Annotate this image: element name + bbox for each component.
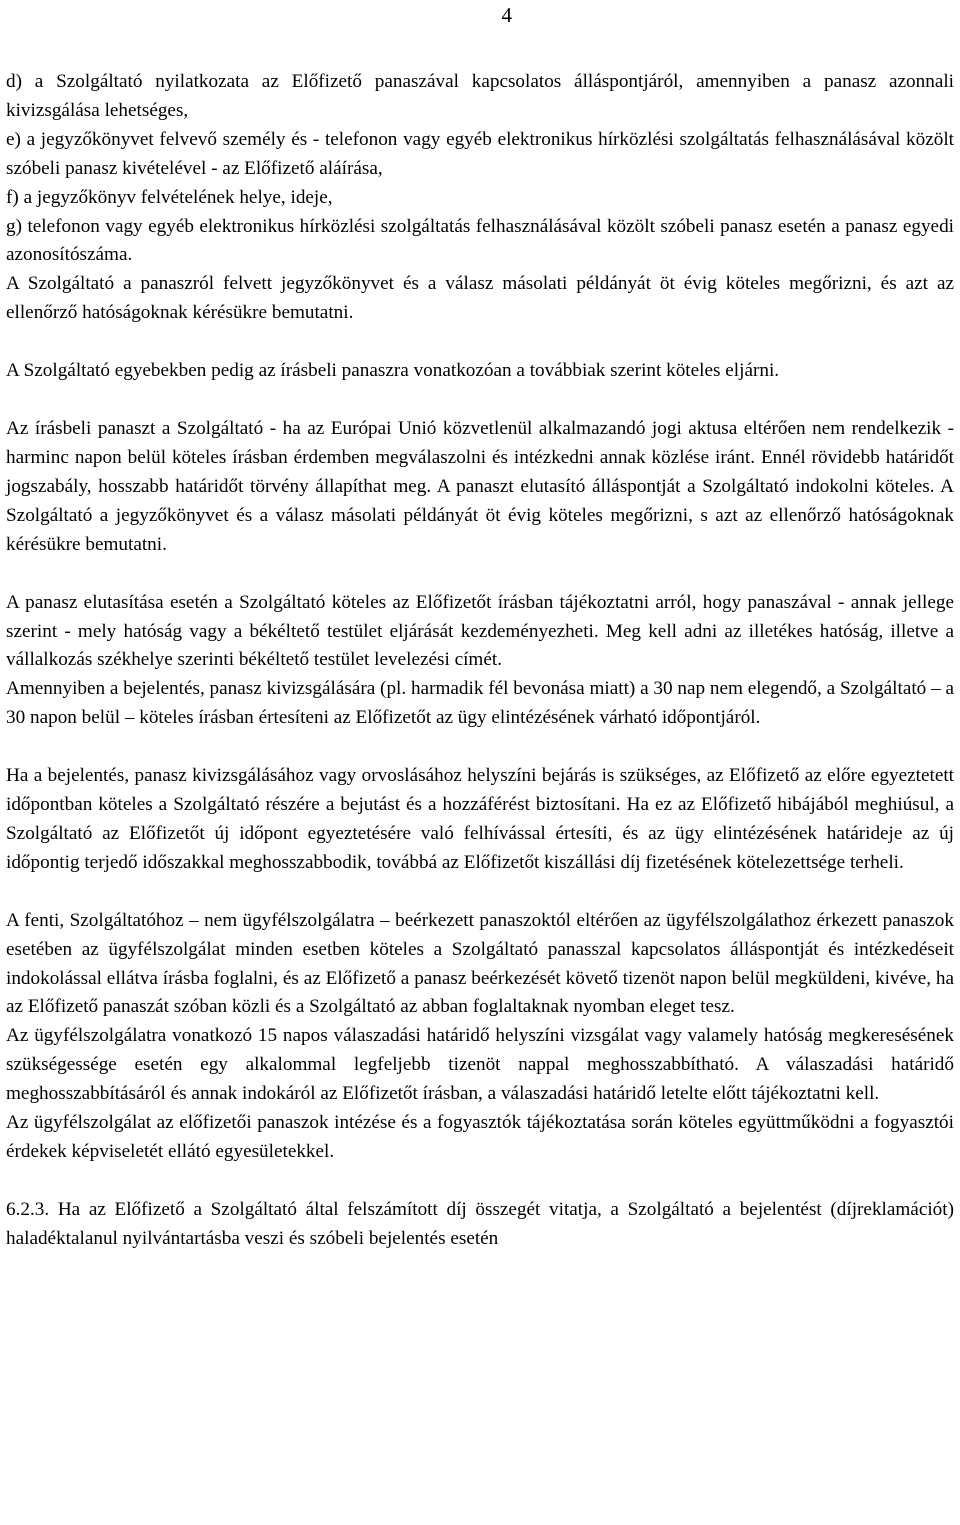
page-number: 4 [501, 3, 512, 27]
paragraph-consumer-cooperation: Az ügyfélszolgálat az előfizetői panaszok intézése és a fogyasztók tájékoztatása során köteles együttműködni a fogyasztói érdekek képviseletét ellátó egyesületekkel. [6, 1112, 954, 1162]
paragraph-onsite-inspection: Ha a bejelentés, panasz kivizsgálásához vagy orvoslásához helyszíni bejárás is szükséges, az Előfizető az előre egyeztetett időpontban köteles a Szolgáltató részére a bejutást és a hozzáférést biztosítani. Ha ez az Előfizető hibájából meghiúsul, a Szolgáltató az Előfizetőt új időpont egyeztetésére való felhívással értesíti, és az ügy elintézésének határideje az új időpontig terjedő időszakkal meghosszabbodik, továbbá az Előfizetőt kiszállási díj fizetésének kötelezettsége terheli. [6, 765, 954, 873]
list-item-d: d) a Szolgáltató nyilatkozata az Előfizető panaszával kapcsolatos álláspontjáról, amennyiben a panasz azonnali kivizsgálása lehetséges, [6, 71, 954, 121]
list-item-f: f) a jegyzőkönyv felvételének helye, ideje, [6, 186, 333, 208]
paragraph-record-retention: A Szolgáltató a panaszról felvett jegyzőkönyvet és a válasz másolati példányát öt évig köteles megőrizni, és azt az ellenőrző hatóságoknak kérésükre bemutatni. [6, 273, 954, 324]
section-6-2-3: 6.2.3. Ha az Előfizető a Szolgáltató által felszámított díj összegét vitatja, a Szolgáltató a bejelentést (díjreklamációt) haladéktalanul nyilvántartásba veszi és szóbeli bejelentés esetén [6, 1198, 954, 1249]
paragraph-rejection-notice: A panasz elutasítása esetén a Szolgáltató köteles az Előfizetőt írásban tájékoztatni arról, hogy panaszával - annak jellege szerint - mely hatóság vagy a békéltető testület eljárását kezdeményezheti. Meg kell adni az illetékes hatóság, illetve a vállalkozás székhelye szerinti békéltető testület levelezési címét. [6, 591, 954, 671]
paragraph-customer-service-complaints: A fenti, Szolgáltatóhoz – nem ügyfélszolgálatra – beérkezett panaszoktól eltérően az ügyfélszolgálathoz érkezett panaszok esetében az ügyfélszolgálat minden esetben köteles a Szolgáltató panasszal kapcsolatos álláspontját és intézkedéseit indokolással ellátva írásba foglalni, és az Előfizető a panasz beérkezését követő tizenöt napon belül megküldeni, kivéve, ha az Előfizető panaszát szóban közli és a Szolgáltató az abban foglaltaknak nyomban eleget tesz. [6, 909, 954, 1018]
paragraph-written-complaint-intro: A Szolgáltató egyebekben pedig az írásbeli panaszra vonatkozóan a továbbiak szerint köteles eljárni. [6, 360, 780, 382]
list-item-e: e) a jegyzőkönyvet felvevő személy és - telefonon vagy egyéb elektronikus hírközlési szolgáltatás felhasználásával közölt szóbeli panasz kivételével - az Előfizető aláírása, [6, 128, 954, 179]
document-body [6, 68, 954, 1254]
paragraph-extension-notice: Amennyiben a bejelentés, panasz kivizsgálására (pl. harmadik fél bevonása miatt) a 30 nap nem elegendő, a Szolgáltató – a 30 napon belül – köteles írásban értesíteni az Előfizetőt az ügy elintézésének várható időpontjáról. [6, 678, 954, 729]
paragraph-response-deadline-extension: Az ügyfélszolgálatra vonatkozó 15 napos válaszadási határidő helyszíni vizsgálat vagy valamely hatóság megkeresésének szükségessége esetén egy alkalommal legfeljebb tizenöt nappal meghosszabbítható. A válaszadási határidő meghosszabbításáról és annak indokáról az Előfizetőt írásban, a válaszadási határidő letelte előtt tájékoztatni kell. [6, 1025, 954, 1105]
list-item-g: g) telefonon vagy egyéb elektronikus hírközlési szolgáltatás felhasználásával közölt szóbeli panasz esetén a panasz egyedi azonosítószáma. [6, 215, 954, 266]
paragraph-written-complaint-deadline: Az írásbeli panaszt a Szolgáltató - ha az Európai Unió közvetlenül alkalmazandó jogi aktusa eltérően nem rendelkezik - harminc napon belül köteles írásban érdemben megválaszolni és intézkedni annak közlése iránt. Ennél rövidebb határidőt jogszabály, hosszabb határidőt törvény állapíthat meg. A panaszt elutasító álláspontját a Szolgáltató indokolni köteles. A Szolgáltató a jegyzőkönyvet és a válasz másolati példányát öt évig köteles megőrizni, s azt az ellenőrző hatóságoknak kérésükre bemutatni. [6, 418, 954, 555]
